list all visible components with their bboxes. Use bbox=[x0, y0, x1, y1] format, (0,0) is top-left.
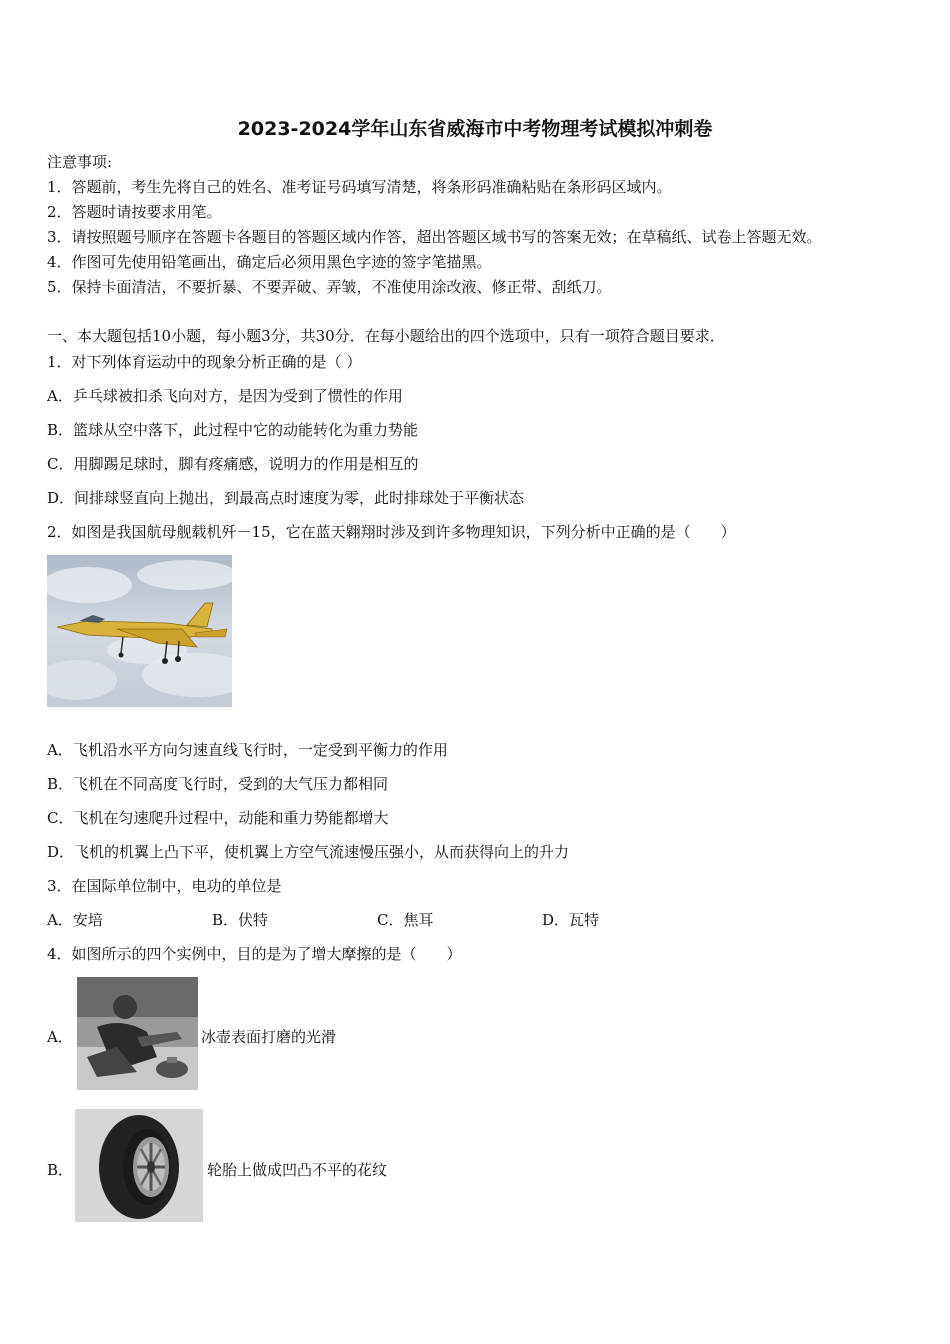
question-3-option-d[interactable]: D．瓦特 bbox=[542, 911, 600, 929]
notice-item: 4．作图可先使用铅笔画出，确定后必须用黑色字迹的签字笔描黑。 bbox=[47, 253, 492, 271]
question-2-option-b[interactable]: B．飞机在不同高度飞行时，受到的大气压力都相同 bbox=[47, 775, 389, 793]
question-4-stem: 4．如图所示的四个实例中，目的是为了增大摩擦的是（ ） bbox=[47, 945, 462, 963]
jet-icon bbox=[47, 555, 232, 707]
question-4-option-b-label[interactable]: B． bbox=[47, 1161, 74, 1179]
notice-item: 1．答题前，考生先将自己的姓名、准考证号码填写清楚，将条形码准确粘贴在条形码区域内。 bbox=[47, 178, 672, 196]
exam-title: 2023-2024学年山东省威海市中考物理考试模拟冲刺卷 bbox=[237, 118, 713, 140]
question-4-option-a-label[interactable]: A． bbox=[47, 1028, 73, 1046]
jet-photo bbox=[47, 555, 232, 707]
question-2-option-c[interactable]: C．飞机在匀速爬升过程中，动能和重力势能都增大 bbox=[47, 809, 389, 827]
question-2-option-a[interactable]: A．飞机沿水平方向匀速直线飞行时，一定受到平衡力的作用 bbox=[47, 741, 448, 759]
notice-item: 5．保持卡面清洁，不要折暴、不要弄破、弄皱，不准使用涂改液、修正带、刮纸刀。 bbox=[47, 278, 612, 296]
curling-icon bbox=[77, 977, 198, 1090]
question-4-option-a-text: 冰壶表面打磨的光滑 bbox=[201, 1028, 337, 1046]
notice-item: 3．请按照题号顺序在答题卡各题目的答题区域内作答，超出答题区域书写的答案无效；在草稿纸、试卷上答题无效。 bbox=[47, 228, 822, 246]
question-4-option-b-text: 轮胎上做成凹凸不平的花纹 bbox=[207, 1161, 388, 1179]
question-1-option-b[interactable]: B．篮球从空中落下，此过程中它的动能转化为重力势能 bbox=[47, 421, 419, 439]
question-1-stem: 1．对下列体育运动中的现象分析正确的是（ ） bbox=[47, 353, 362, 371]
question-3-option-c[interactable]: C．焦耳 bbox=[377, 911, 434, 929]
question-3-option-a[interactable]: A．安培 bbox=[47, 911, 103, 929]
question-1-option-c[interactable]: C．用脚踢足球时，脚有疼痛感，说明力的作用是相互的 bbox=[47, 455, 419, 473]
section-heading: 一、本大题包括10小题，每小题3分，共30分．在每小题给出的四个选项中，只有一项符合题目要求． bbox=[47, 327, 725, 345]
question-3-option-b[interactable]: B．伏特 bbox=[212, 911, 269, 929]
question-1-option-d[interactable]: D．间排球竖直向上抛出，到最高点时速度为零，此时排球处于平衡状态 bbox=[47, 489, 525, 507]
tire-icon bbox=[75, 1109, 203, 1222]
question-2-option-d[interactable]: D．飞机的机翼上凸下平，使机翼上方空气流速慢压强小，从而获得向上的升力 bbox=[47, 843, 570, 861]
tire-photo bbox=[75, 1109, 203, 1222]
question-1-option-a[interactable]: A．乒乓球被扣杀飞向对方，是因为受到了惯性的作用 bbox=[47, 387, 403, 405]
curling-photo bbox=[77, 977, 198, 1090]
notice-item: 2．答题时请按要求用笔。 bbox=[47, 203, 222, 221]
question-3-stem: 3．在国际单位制中，电功的单位是 bbox=[47, 877, 282, 895]
notice-heading: 注意事项: bbox=[47, 153, 113, 171]
question-2-stem: 2．如图是我国航母舰载机歼－15，它在蓝天翱翔时涉及到许多物理知识，下列分析中正确的是（ ） bbox=[47, 523, 736, 541]
